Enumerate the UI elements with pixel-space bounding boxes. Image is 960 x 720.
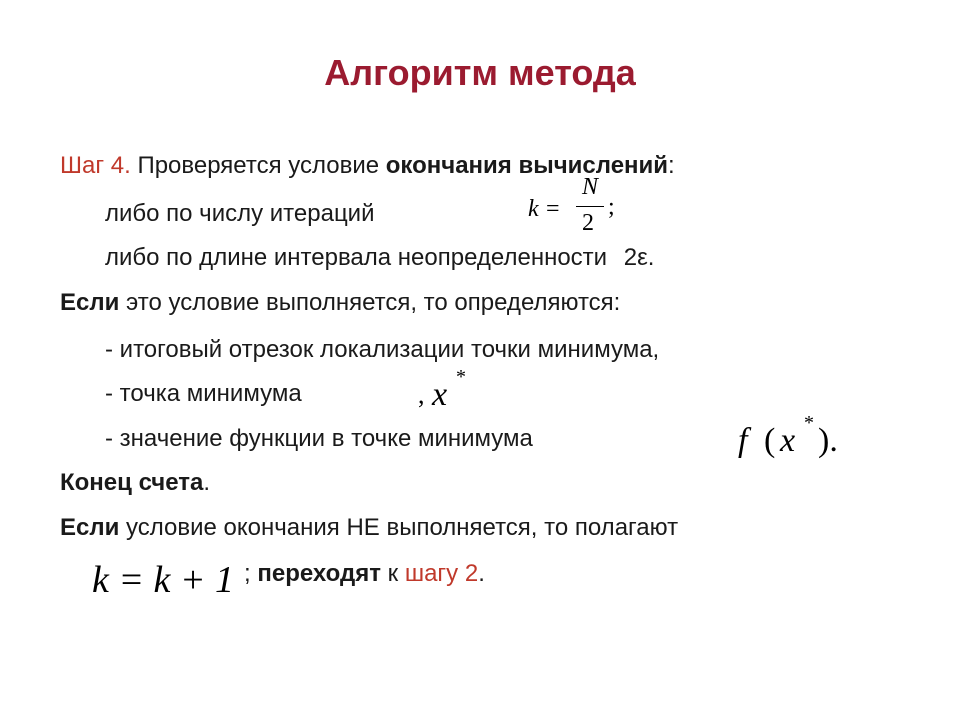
result-point-formula	[418, 366, 478, 416]
value-open: (	[764, 422, 776, 459]
formula-numerator: N	[582, 174, 599, 200]
goto-step-link: шагу 2	[404, 560, 479, 587]
option-iterations: либо по числу итераций	[105, 200, 375, 227]
value-f: f	[738, 422, 748, 459]
interval-value: 2ε.	[623, 244, 655, 271]
result-point: - точка минимума	[105, 380, 302, 407]
if-not-keyword: Если	[60, 514, 120, 541]
result-value: - значение функции в точке минимума	[105, 425, 533, 452]
option-interval	[105, 244, 654, 272]
formula-denominator: 2	[582, 210, 594, 236]
result-segment: - итоговый отрезок локализации точки минимума,	[105, 336, 660, 363]
step-bold-text: окончания вычислений	[385, 152, 669, 179]
goto-middle: к	[380, 560, 405, 587]
end-line	[60, 469, 210, 497]
value-star: *	[804, 412, 814, 434]
step-text: Проверяется условие	[137, 152, 380, 179]
step-label: Шаг 4.	[60, 152, 131, 179]
fraction-bar	[576, 206, 604, 207]
if-not-text: условие окончания НЕ выполняется, то полагают	[119, 514, 679, 541]
formula-iterations	[528, 176, 628, 240]
formula-eq: =	[546, 196, 560, 222]
formula-k: k	[528, 196, 539, 222]
goto-bold: переходят	[257, 560, 381, 587]
point-x: x	[432, 376, 448, 413]
value-x: x	[780, 422, 796, 459]
if-keyword: Если	[60, 289, 120, 316]
formula-increment: k = k + 1	[92, 559, 235, 601]
point-comma: ,	[418, 380, 425, 409]
goto-line	[244, 560, 485, 588]
option-interval-text: либо по длине интервала неопределенности	[105, 244, 608, 271]
end-bold: Конец счета	[60, 469, 204, 496]
result-value-formula	[738, 412, 858, 464]
value-close: ).	[818, 422, 838, 459]
if-condition-line	[60, 289, 620, 317]
slide-title: Алгоритм метода	[324, 52, 636, 93]
if-not-line	[60, 514, 678, 542]
goto-tail: .	[478, 560, 485, 587]
step-colon: :	[668, 152, 675, 179]
formula-semicolon: ;	[608, 194, 615, 220]
goto-prefix: ;	[244, 560, 258, 587]
if-text: это условие выполняется, то определяются:	[119, 289, 621, 316]
point-star: *	[456, 366, 466, 388]
end-tail: .	[203, 469, 211, 496]
